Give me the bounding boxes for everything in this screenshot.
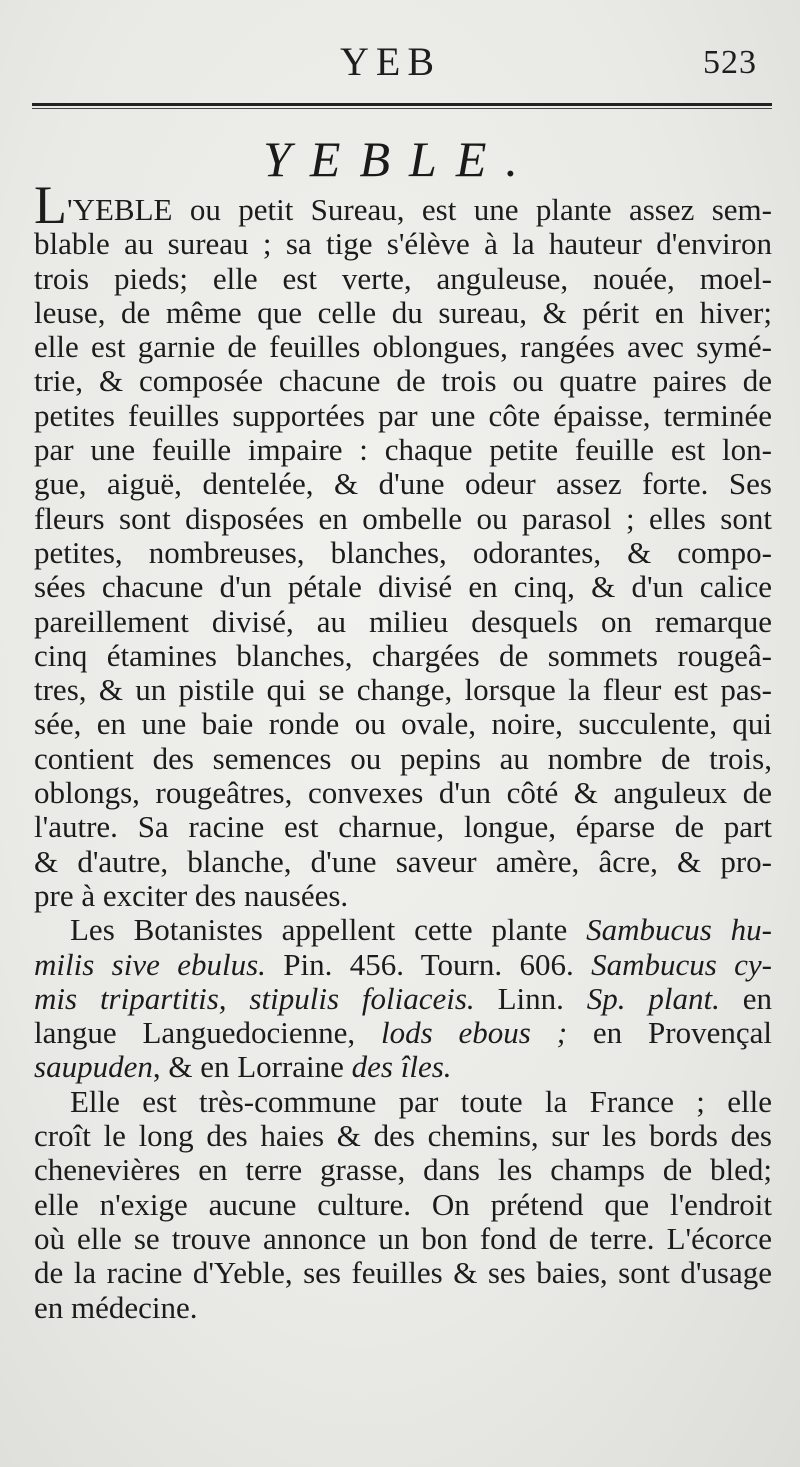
text-line: & d'autre, blanche, d'une saveur amère, âcre, & pro- (34, 843, 772, 879)
text-line: de la racine d'Yeble, ses feuilles & ses baies, sont d'usage (34, 1255, 772, 1291)
text-line: où elle se trouve annonce un bon fond de terre. L'écorce (34, 1220, 772, 1256)
text-line: mis tripartitis, stipulis foliaceis. Linn. Sp. plant. en (34, 980, 772, 1016)
text-line: L'YEBLE ou petit Sureau, est une plante assez sem- (34, 175, 772, 235)
drop-cap: L (34, 175, 67, 235)
running-head: YEB (340, 39, 441, 84)
text-line: petites, nombreuses, blanches, odorantes, & compo- (34, 534, 772, 570)
text-line: Les Botanistes appellent cette plante Sambucus hu- (70, 912, 772, 948)
text-line: sées chacune d'un pétale divisé en cinq, & d'un calice (34, 569, 772, 605)
text-line: sée, en une baie ronde ou ovale, noire, succulente, qui (34, 706, 772, 742)
text-line: croît le long des haies & des chemins, sur les bords des (34, 1118, 772, 1154)
text-line: elle n'exige aucune culture. On prétend que l'endroit (34, 1186, 772, 1222)
text-line: trie, & composée chacune de trois ou quatre paires de (34, 363, 772, 399)
text-line: petites feuilles supportées par une côte épaisse, terminée (34, 397, 772, 433)
text-line: oblongs, rougeâtres, convexes d'un côté & anguleux de (34, 775, 772, 811)
text-line: milis sive ebulus. Pin. 456. Tourn. 606. Sambucus cy- (34, 946, 772, 982)
text-line: saupuden, & en Lorraine des îles. (34, 1049, 452, 1085)
text-line: contient des semences ou pepins au nombre de trois, (34, 740, 772, 776)
text-line: cinq étamines blanches, chargées de sommets rougeâ- (34, 637, 772, 673)
text-line: Elle est très-commune par toute la France ; elle (70, 1083, 772, 1119)
article-title: YEBLE. (263, 131, 537, 187)
paragraph-nomenclature (34, 913, 772, 1084)
text-line: leuse, de même que celle du sureau, & périt en hiver; (34, 294, 772, 330)
text-line: pre à exciter des nausées. (34, 877, 349, 913)
text-line: trois pieds; elle est verte, anguleuse, nouée, moel- (34, 260, 772, 296)
text-line: l'autre. Sa racine est charnue, longue, éparse de part (34, 809, 772, 845)
page-number: 523 (703, 44, 757, 81)
text-line: par une feuille impaire : chaque petite feuille est lon- (34, 432, 772, 468)
text-line: blable au sureau ; sa tige s'élève à la hauteur d'environ (34, 226, 772, 262)
text-line: langue Languedocienne, lods ebous ; en Provençal (34, 1015, 773, 1051)
text-line: gue, aiguë, dentelée, & d'une odeur assez forte. Ses (34, 466, 772, 502)
text-line: pareillement divisé, au milieu desquels on remarque (34, 603, 772, 639)
text-line: fleurs sont disposées en ombelle ou parasol ; elles sont (34, 500, 772, 536)
header-rule (32, 103, 772, 109)
text-line: en médecine. (34, 1289, 198, 1325)
paragraph-habitat (34, 1085, 772, 1325)
article-body (34, 175, 773, 1325)
text-line: chenevières en terre grasse, dans les champs de bled; (34, 1152, 772, 1188)
text-line: tres, & un pistile qui se change, lorsque la fleur est pas- (34, 672, 772, 708)
paragraph-description (34, 175, 772, 913)
text-line: elle est garnie de feuilles oblongues, rangées avec symé- (34, 329, 772, 365)
